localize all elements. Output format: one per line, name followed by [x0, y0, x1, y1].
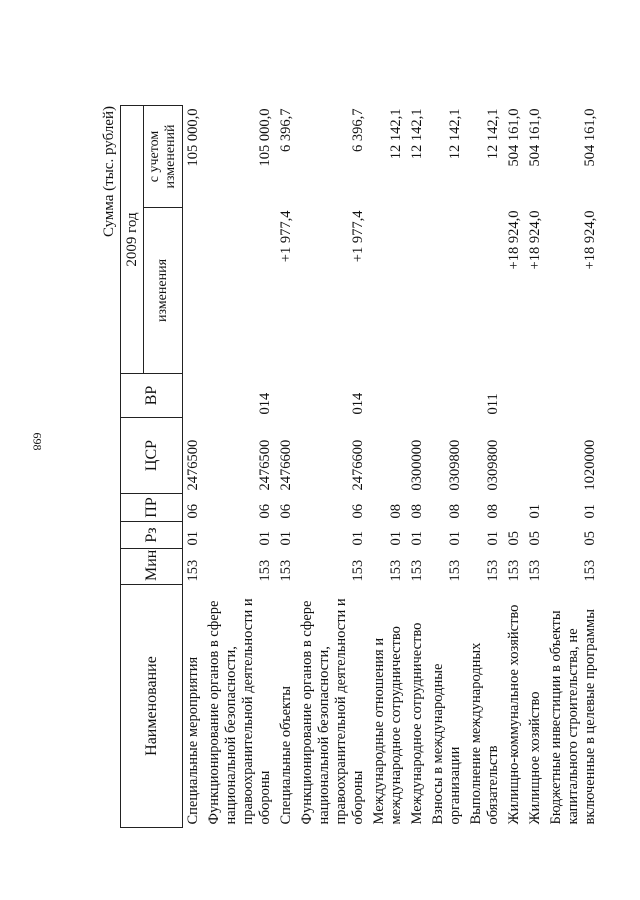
row-changes: +18 924,0 — [506, 210, 522, 270]
row-vr — [548, 374, 603, 418]
row-pr — [506, 494, 527, 522]
page-number: 698 — [30, 432, 45, 451]
row-total: 6 396,7 — [278, 108, 294, 152]
row-name: Международное сотрудничество — [409, 622, 425, 825]
row-changes: +18 924,0 — [582, 210, 598, 270]
table-row — [206, 105, 278, 827]
header-min: Мин — [121, 549, 183, 585]
table-row — [506, 105, 527, 827]
row-changes — [409, 208, 430, 374]
table-row — [183, 105, 207, 827]
table-row — [548, 105, 603, 827]
row-changes: +18 924,0 — [527, 210, 543, 270]
row-name: Бюджетные инвестиции в объекты капитального строительства, не включенные в целевые программы — [548, 609, 598, 825]
row-changes: +1 977,4 — [350, 210, 366, 263]
table-row — [468, 105, 506, 827]
row-pr: 08 — [485, 504, 501, 519]
row-vr: 011 — [485, 393, 501, 415]
row-name: Международные отношения и международное сотрудничество — [371, 626, 404, 825]
row-pr: 08 — [388, 504, 404, 519]
row-vr: 014 — [257, 392, 273, 415]
row-total: 12 142,1 — [388, 108, 404, 160]
row-name: Специальные мероприятия — [185, 656, 201, 825]
row-rz: 05 — [506, 531, 522, 546]
row-rz: 05 — [582, 531, 598, 546]
row-min: 153 — [582, 559, 598, 582]
row-name: Функционирование органов в сфере национальной безопасности, правоохранительной деятельности и обороны — [206, 598, 273, 825]
row-vr — [430, 374, 468, 418]
row-min: 153 — [447, 559, 463, 582]
row-pr: 01 — [582, 504, 598, 519]
table-row — [409, 105, 430, 827]
row-rz: 01 — [185, 531, 201, 546]
row-min: 153 — [278, 559, 294, 582]
row-csr: 0300000 — [409, 439, 425, 491]
row-changes — [371, 208, 409, 374]
row-csr: 2476500 — [257, 439, 273, 491]
row-pr: 06 — [257, 504, 273, 519]
row-vr — [527, 374, 548, 418]
row-rz: 01 — [409, 531, 425, 546]
row-min: 153 — [527, 559, 543, 582]
row-name: Функционирование органов в сфере национальной безопасности, правоохранительной деятельности и обороны — [299, 598, 366, 825]
row-pr: 06 — [350, 504, 366, 519]
row-rz: 05 — [527, 531, 543, 546]
row-name: Жилищное хозяйство — [527, 691, 543, 825]
row-total: 504 161,0 — [582, 108, 598, 167]
row-min: 153 — [409, 559, 425, 582]
row-min: 153 — [388, 559, 404, 582]
row-csr: 0309800 — [485, 439, 501, 491]
row-vr — [183, 374, 207, 418]
row-total: 105 000,0 — [257, 108, 273, 167]
row-vr — [278, 374, 299, 418]
row-csr — [527, 418, 548, 494]
row-total: 105 000,0 — [185, 108, 201, 167]
row-changes — [468, 208, 506, 374]
row-csr: 2476600 — [350, 439, 366, 491]
row-pr: 06 — [185, 504, 201, 519]
table-row — [371, 105, 409, 827]
row-csr — [371, 418, 409, 494]
row-vr — [506, 374, 527, 418]
row-changes — [206, 208, 278, 374]
table-row — [430, 105, 468, 827]
row-min: 153 — [350, 559, 366, 582]
row-total: 12 142,1 — [409, 108, 425, 160]
header-year: 2009 год — [121, 105, 144, 373]
row-rz: 01 — [447, 531, 463, 546]
row-pr: 01 — [527, 504, 543, 519]
row-total: 504 161,0 — [527, 108, 543, 167]
header-rz: Рз — [121, 522, 183, 549]
row-changes — [430, 208, 468, 374]
table-row — [527, 105, 548, 827]
row-name: Жилищно-коммунальное хозяйство — [506, 604, 522, 825]
rotated-page-content — [100, 106, 598, 828]
row-min: 153 — [185, 559, 201, 582]
row-total: 504 161,0 — [506, 108, 522, 167]
row-name: Выполнение международных обязательств — [468, 642, 501, 825]
row-rz: 01 — [278, 531, 294, 546]
header-with-changes: с учетом изменений — [144, 105, 183, 207]
row-changes: +1 977,4 — [278, 210, 294, 263]
header-vr: ВР — [121, 374, 183, 418]
header-changes: изменения — [144, 208, 183, 374]
row-rz: 01 — [257, 531, 273, 546]
row-csr: 2476500 — [185, 439, 201, 491]
row-vr: 014 — [350, 392, 366, 415]
row-min: 153 — [485, 559, 501, 582]
row-csr: 1020000 — [582, 439, 598, 491]
row-pr: 08 — [409, 504, 425, 519]
row-min: 153 — [506, 559, 522, 582]
row-csr: 0309800 — [447, 439, 463, 491]
row-total: 12 142,1 — [447, 108, 463, 160]
table-row — [299, 105, 371, 827]
header-name: Наименование — [121, 585, 183, 828]
table-row — [278, 105, 299, 827]
row-name: Взносы в международные организации — [430, 663, 463, 825]
table-body — [183, 105, 604, 827]
row-min: 153 — [257, 559, 273, 582]
row-changes — [183, 208, 207, 374]
header-pr: ПР — [121, 494, 183, 522]
row-csr: 2476600 — [278, 439, 294, 491]
units-label: Сумма (тыс. рублей) — [101, 106, 117, 238]
row-total: 12 142,1 — [485, 108, 501, 160]
row-pr: 08 — [447, 504, 463, 519]
row-rz: 01 — [350, 531, 366, 546]
row-csr — [506, 418, 527, 494]
row-pr: 06 — [278, 504, 294, 519]
row-rz: 01 — [485, 531, 501, 546]
row-rz: 01 — [388, 531, 404, 546]
row-vr — [371, 374, 409, 418]
row-name: Специальные объекты — [278, 686, 294, 825]
header-csr: ЦСР — [121, 418, 183, 494]
row-vr — [409, 374, 430, 418]
table-header — [121, 105, 183, 827]
budget-table — [120, 105, 603, 828]
row-total: 6 396,7 — [350, 108, 366, 152]
